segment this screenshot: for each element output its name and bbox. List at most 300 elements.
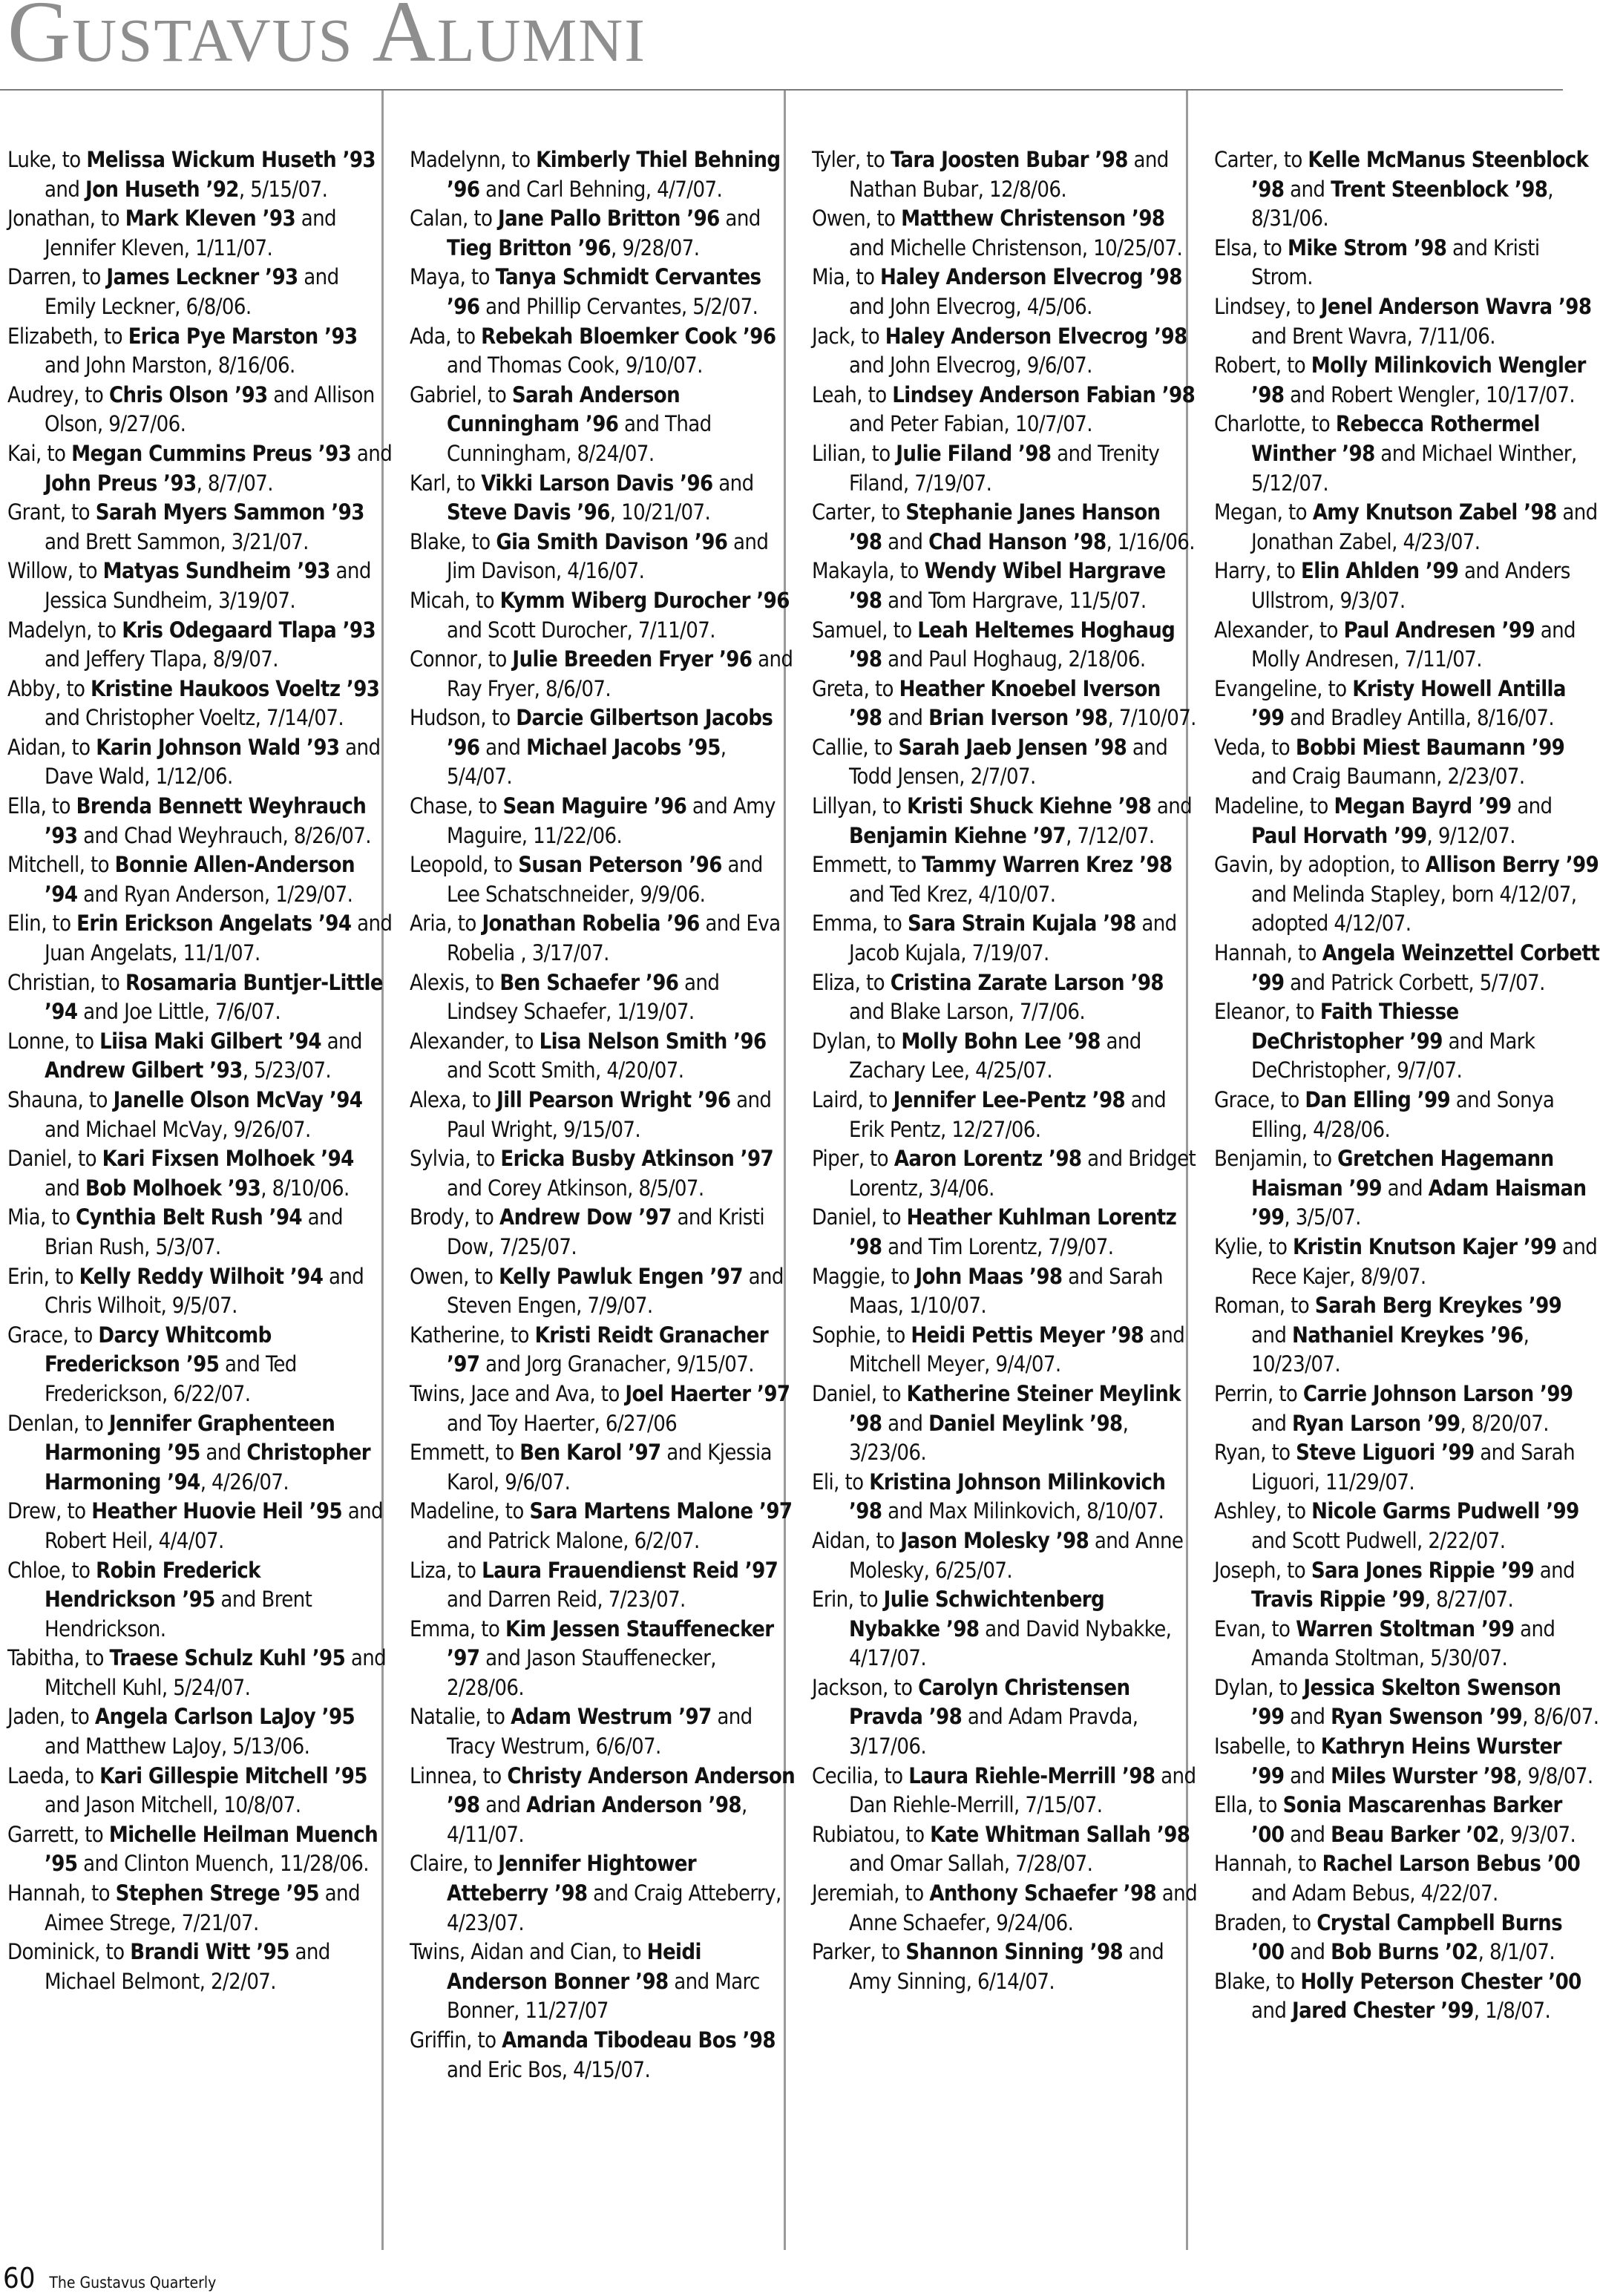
birth-announcement [7, 1938, 393, 1996]
announcement-text: and Scott Pudwell, 2/22/07. [1251, 1527, 1506, 1553]
announcement-text: and Aimee Strege, 7/21/07. [45, 1880, 360, 1935]
birth-announcement [812, 204, 1198, 263]
announcement-text: and Toy Haerter, 6/27/06 [447, 1410, 678, 1436]
announcement-text: and Jessica Sundheim, 3/19/07. [45, 558, 371, 613]
announcement-text: Denlan, to [7, 1410, 109, 1436]
alumni-name: Tara Joosten Bubar ’98 [890, 147, 1128, 172]
birth-announcement [7, 850, 393, 909]
announcement-text: Piper, to [812, 1146, 894, 1172]
announcement-text: and Eva Robelia , 3/17/07. [447, 911, 781, 966]
announcement-text: Chase, to [410, 793, 503, 819]
birth-announcement [812, 1203, 1198, 1262]
alumni-name: Julie Breeden Fryer ’96 [512, 646, 753, 672]
alumni-name: Allison Berry ’99 [1425, 852, 1599, 878]
announcement-text: and Tom Hargrave, 11/5/07. [882, 587, 1147, 613]
announcement-text: Aria, to [410, 911, 482, 937]
announcement-text: and Marc Bonner, 11/27/07 [447, 1968, 760, 2024]
birth-announcement [1214, 234, 1600, 292]
birth-announcement [7, 733, 393, 792]
alumni-name: Heather Knoebel Iverson ’98 [849, 675, 1161, 731]
announcement-text: and Adam Pravda, 3/17/06. [849, 1704, 1138, 1759]
announcement-text: Alexander, to [1214, 617, 1344, 643]
alumni-name: Amanda Tibodeau Bos ’98 [502, 2027, 776, 2053]
announcement-text: and Michelle Christenson, 10/25/07. [849, 234, 1183, 260]
announcement-text: and [1511, 793, 1553, 819]
alumni-name: Wendy Wibel Hargrave ’98 [849, 558, 1166, 613]
birth-announcement [410, 1938, 796, 2026]
alumni-name: Jon Huseth ’92 [85, 176, 239, 202]
alumni-name: Nathaniel Kreykes ’96 [1291, 1322, 1524, 1348]
birth-announcement [7, 1144, 393, 1203]
birth-announcement [812, 1938, 1198, 1996]
alumni-name: Julie Schwichtenberg Nybakke ’98 [849, 1587, 1105, 1641]
alumni-name: Mike Strom ’98 [1287, 234, 1447, 260]
birth-announcement [812, 1321, 1198, 1380]
announcement-text: Laird, to [812, 1087, 894, 1112]
announcement-text: Cecilia, to [812, 1762, 909, 1788]
alumni-name: Kelle McManus Steenblock ’98 [1251, 147, 1589, 202]
announcement-text: and [479, 1792, 527, 1818]
birth-announcement [812, 557, 1198, 615]
announcement-text: Brody, to [410, 1204, 499, 1230]
birth-announcement [7, 1321, 393, 1409]
birth-announcement [1214, 351, 1600, 410]
announcement-text: and Mitchell Kuhl, 5/24/07. [45, 1645, 387, 1700]
birth-announcement [812, 909, 1198, 968]
announcement-text: Makayla, to [812, 558, 925, 584]
birth-announcement [7, 1762, 393, 1820]
announcement-text: , 7/12/07. [1066, 822, 1155, 848]
announcement-text: and Sarah Maas, 1/10/07. [849, 1263, 1163, 1319]
birth-announcement [812, 1468, 1198, 1526]
announcement-text: Luke, to [7, 147, 87, 172]
announcement-text: Mia, to [812, 264, 880, 290]
alumni-name: Adrian Anderson ’98 [526, 1792, 741, 1818]
announcement-text: Erin, to [7, 1263, 79, 1289]
masthead-title: Gustavus Alumni [7, 0, 646, 80]
alumni-name: Sarah Jaeb Jensen ’98 [898, 734, 1127, 760]
announcement-text: and [1251, 1410, 1292, 1436]
alumni-name: Jennifer Lee-Pentz ’98 [893, 1087, 1126, 1112]
alumni-name: Ben Schaefer ’96 [499, 969, 679, 995]
announcement-text: , 1/8/07. [1473, 1998, 1551, 2024]
birth-announcement [1214, 1233, 1600, 1291]
birth-announcement [1214, 997, 1600, 1086]
announcement-text: Grace, to [1214, 1087, 1305, 1112]
announcement-text: Lilian, to [812, 440, 896, 466]
alumni-name: Kristi Shuck Kiehne ’98 [907, 793, 1152, 819]
birth-announcement [812, 145, 1198, 204]
alumni-name: Stephen Strege ’95 [115, 1880, 319, 1906]
alumni-name: Megan Bayrd ’99 [1334, 793, 1512, 819]
announcement-text: and Chad Weyhrauch, 8/26/07. [77, 822, 371, 848]
birth-announcement [7, 909, 393, 968]
announcement-text: and John Elvecrog, 9/6/07. [849, 352, 1092, 378]
alumni-name: Molly Bohn Lee ’98 [901, 1028, 1101, 1054]
alumni-name: Tieg Britton ’96 [447, 234, 612, 260]
birth-announcement [410, 968, 796, 1027]
birth-announcement [1214, 792, 1600, 850]
announcement-text: Kylie, to [1214, 1233, 1294, 1259]
alumni-name: Ryan Swenson ’99 [1331, 1704, 1523, 1730]
announcement-text: Eleanor, to [1214, 999, 1320, 1025]
alumni-name: Darcie Gilbertson Jacobs ’96 [447, 705, 773, 760]
announcement-text: Linnea, to [410, 1762, 508, 1788]
birth-announcement [410, 145, 796, 204]
announcement-text: Twins, Jace and Ava, to [410, 1380, 626, 1406]
announcement-text: and Jason Mitchell, 10/8/07. [45, 1792, 301, 1818]
alumni-name: Tanya Schmidt Cervantes ’96 [447, 264, 761, 319]
announcement-text: and [479, 734, 527, 760]
birth-announcement [410, 703, 796, 792]
announcement-text: and Bridget Lorentz, 3/4/06. [849, 1146, 1196, 1201]
announcement-text: Connor, to [410, 646, 513, 672]
announcement-text: Leah, to [812, 381, 893, 407]
announcement-text: , 3/23/06. [849, 1410, 1129, 1466]
announcement-text: , 8/31/06. [1251, 176, 1553, 232]
birth-announcement [1214, 1144, 1600, 1233]
alumni-name: Heather Kuhlman Lorentz ’98 [849, 1204, 1177, 1259]
birth-announcement [410, 1144, 796, 1203]
birth-announcement [1214, 410, 1600, 498]
announcement-text: Sophie, to [812, 1322, 911, 1348]
announcement-text: Carter, to [812, 499, 906, 525]
announcement-text: Hudson, to [410, 705, 517, 731]
birth-announcement [410, 1086, 796, 1144]
announcement-text: and Lee Schatschneider, 9/9/06. [447, 852, 763, 907]
alumni-name: Sara Martens Malone ’97 [529, 1498, 793, 1524]
announcement-text: , 9/8/07. [1516, 1762, 1593, 1788]
announcement-text: and Dan Riehle-Merrill, 7/15/07. [849, 1762, 1196, 1818]
alumni-name: Sarah Anderson Cunningham ’96 [447, 381, 681, 437]
birth-announcement [410, 1321, 796, 1380]
announcement-text: Garrett, to [7, 1821, 109, 1847]
announcement-text: Griffin, to [410, 2027, 502, 2053]
birth-announcement [7, 1203, 393, 1262]
announcement-text: and Eric Bos, 4/15/07. [447, 2056, 651, 2082]
announcement-text: and Darren Reid, 7/23/07. [447, 1587, 686, 1613]
birth-announcement [1214, 1909, 1600, 1967]
birth-announcement [812, 616, 1198, 675]
announcement-text: and Michael Belmont, 2/2/07. [45, 1939, 330, 1994]
alumni-name: Rebekah Bloemker Cook ’96 [481, 323, 776, 349]
alumni-name: Adam Westrum ’97 [511, 1704, 712, 1730]
announcement-text: and Molly Andresen, 7/11/07. [1251, 617, 1576, 672]
announcement-text: Daniel, to [7, 1146, 102, 1172]
alumni-name: Holly Peterson Chester ’00 [1300, 1968, 1581, 1994]
birth-announcement [410, 1027, 796, 1086]
announcement-text: Audrey, to [7, 381, 109, 407]
announcement-text: and Melinda Stapley, born 4/12/07, adopted 4/12/07. [1251, 881, 1577, 937]
birth-announcement [1214, 1380, 1600, 1438]
announcement-text: and Joe Little, 7/6/07. [77, 999, 281, 1025]
alumni-name: Daniel Meylink ’98 [928, 1410, 1123, 1436]
alumni-name: Ericka Busby Atkinson ’97 [500, 1146, 774, 1172]
announcement-text: and Tim Lorentz, 7/9/07. [882, 1233, 1114, 1259]
announcement-text: and [1534, 1557, 1575, 1583]
announcement-text: and Kjessia Karol, 9/6/07. [447, 1440, 772, 1495]
birth-announcement [7, 1702, 393, 1761]
alumni-name: Rebecca Rothermel Winther ’98 [1251, 411, 1540, 466]
announcement-text: Twins, Aidan and Cian, to [410, 1939, 647, 1965]
alumni-name: Karin Johnson Wald ’93 [96, 734, 340, 760]
birth-announcement [410, 1615, 796, 1703]
announcement-text: and Erik Pentz, 12/27/06. [849, 1087, 1167, 1142]
announcement-text: and [712, 470, 754, 496]
announcement-text: and Patrick Corbett, 5/7/07. [1284, 969, 1545, 995]
alumni-name: Kari Fixsen Molhoek ’94 [102, 1146, 354, 1172]
alumni-name: Paul Andresen ’99 [1343, 617, 1535, 643]
alumni-name: Heather Huovie Heil ’95 [91, 1498, 343, 1524]
announcement-text: Leopold, to [410, 852, 519, 878]
alumni-name: Liisa Maki Gilbert ’94 [99, 1028, 321, 1054]
alumni-name: Janelle Olson McVay ’94 [113, 1087, 363, 1112]
announcement-text: and [1284, 1821, 1331, 1847]
announcement-text: and Kristi Strom. [1251, 234, 1540, 290]
announcement-text: and Omar Sallah, 7/28/07. [849, 1851, 1093, 1877]
announcement-text: Maggie, to [812, 1263, 916, 1289]
birth-announcement [7, 204, 393, 263]
announcement-text: and [1284, 1762, 1331, 1788]
announcement-text: and [882, 528, 929, 554]
announcement-text: Ella, to [1214, 1792, 1283, 1818]
announcement-text: , 10/23/07. [1251, 1322, 1529, 1377]
alumni-name: Nicole Garms Pudwell ’99 [1311, 1498, 1579, 1524]
birth-announcement [7, 1556, 393, 1644]
alumni-name: Christy Anderson Anderson ’98 [447, 1762, 796, 1818]
announcement-text: and Anne Molesky, 6/25/07. [849, 1527, 1184, 1583]
announcement-text: Parker, to [812, 1939, 906, 1965]
announcement-text: and [882, 1410, 929, 1436]
announcement-text: and Scott Durocher, 7/11/07. [447, 617, 715, 643]
announcement-text: Grant, to [7, 499, 96, 525]
alumni-name: Sara Jones Rippie ’99 [1311, 1557, 1535, 1583]
announcement-text: Dylan, to [1214, 1674, 1304, 1700]
alumni-name: Jason Molesky ’98 [900, 1527, 1089, 1553]
alumni-name: Kari Gillespie Mitchell ’95 [99, 1762, 367, 1788]
alumni-name: Joel Haerter ’97 [625, 1380, 790, 1406]
announcement-text: Dylan, to [812, 1028, 902, 1054]
announcement-text: and Michael McVay, 9/26/07. [45, 1116, 311, 1142]
alumni-name: Rosamaria Buntjer-Little ’94 [45, 969, 383, 1025]
announcement-text: and Amy Sinning, 6/14/07. [849, 1939, 1164, 1994]
announcement-text: and Brent Hendrickson. [45, 1587, 312, 1641]
announcement-text: , 9/12/07. [1426, 822, 1515, 848]
announcement-text: Calan, to [410, 206, 499, 232]
birth-announcement [410, 204, 796, 263]
alumni-name: Aaron Lorentz ’98 [894, 1146, 1082, 1172]
announcement-text: Madelynn, to [410, 147, 537, 172]
announcement-text: and Anders Ullstrom, 9/3/07. [1251, 558, 1570, 613]
alumni-name: Jared Chester ’99 [1291, 1998, 1474, 2024]
birth-announcement [410, 1380, 796, 1438]
alumni-name: Megan Cummins Preus ’93 [71, 440, 352, 466]
announcement-text: and Steven Engen, 7/9/07. [447, 1263, 784, 1319]
birth-announcement [7, 145, 393, 204]
announcement-text: and Dave Wald, 1/12/06. [45, 734, 381, 790]
birth-announcement [812, 498, 1198, 557]
announcement-text: Shauna, to [7, 1087, 114, 1112]
announcement-text: Owen, to [812, 206, 902, 232]
announcement-text: Madeline, to [1214, 793, 1334, 819]
alumni-name: Molly Milinkovich Wengler ’98 [1251, 352, 1586, 407]
birth-announcement [7, 616, 393, 675]
announcement-text: and John Elvecrog, 4/5/06. [849, 293, 1092, 319]
alumni-name: Adam Haisman ’99 [1251, 1175, 1587, 1230]
alumni-name: Michael Jacobs ’95 [526, 734, 721, 760]
alumni-name: Sonia Mascarenhas Barker ’00 [1251, 1792, 1562, 1847]
announcement-text: Veda, to [1214, 734, 1296, 760]
announcement-text: , 8/20/07. [1460, 1410, 1549, 1436]
announcement-text: and Anne Schaefer, 9/24/06. [849, 1880, 1198, 1935]
birth-announcement [410, 1556, 796, 1615]
announcement-text: and [321, 1028, 362, 1054]
announcement-text: , 8/10/06. [260, 1175, 350, 1201]
birth-announcement [7, 1644, 393, 1702]
alumni-name: Carolyn Christensen Pravda ’98 [849, 1674, 1130, 1730]
announcement-text: Megan, to [1214, 499, 1313, 525]
birth-announcement [410, 1762, 796, 1850]
announcement-text: Erin, to [812, 1587, 884, 1613]
alumni-name: Heidi Anderson Bonner ’98 [447, 1939, 701, 1994]
alumni-name: Tammy Warren Krez ’98 [922, 852, 1173, 878]
announcement-text: Callie, to [812, 734, 899, 760]
birth-announcement [812, 733, 1198, 792]
announcement-text: , 9/28/07. [611, 234, 700, 260]
alumni-name: Jill Pearson Wright ’96 [496, 1087, 731, 1112]
birth-announcement [7, 968, 393, 1027]
birth-announcement [1214, 557, 1600, 615]
announcement-text: and [1151, 793, 1193, 819]
announcement-text: Darren, to [7, 264, 107, 290]
announcement-text: Hannah, to [1214, 940, 1322, 966]
birth-announcement [1214, 850, 1600, 939]
alumni-name: Laura Riehle-Merrill ’98 [908, 1762, 1155, 1788]
alumni-name: Bob Burns ’02 [1331, 1939, 1478, 1965]
announcement-text: Robert, to [1214, 352, 1311, 378]
birth-announcement [812, 1820, 1198, 1879]
announcement-text: , 5/23/07. [242, 1057, 332, 1083]
announcement-text: and Jacob Kujala, 7/19/07. [849, 911, 1177, 966]
alumni-name: Shannon Sinning ’98 [905, 1939, 1124, 1965]
alumni-name: Kathryn Heins Wurster ’99 [1251, 1734, 1561, 1788]
announcement-text: Eliza, to [812, 969, 891, 995]
announcement-text: and Robert Wengler, 10/17/07. [1284, 381, 1576, 407]
birth-announcement [7, 792, 393, 850]
announcement-text: and Paul Hoghaug, 2/18/06. [882, 646, 1146, 672]
alumni-name: Dan Elling ’99 [1305, 1087, 1451, 1112]
announcement-text: Sylvia, to [410, 1146, 501, 1172]
birth-announcement [812, 792, 1198, 850]
announcement-text: Roman, to [1214, 1293, 1315, 1319]
announcement-text: and Jim Davison, 4/16/07. [447, 528, 769, 584]
birth-announcement [1214, 145, 1600, 234]
announcement-text: Samuel, to [812, 617, 918, 643]
birth-announcement [7, 381, 393, 439]
announcement-text: and Brent Wavra, 7/11/06. [1251, 323, 1495, 349]
birth-announcement [410, 909, 796, 968]
announcement-text: and Allison Olson, 9/27/06. [45, 381, 375, 437]
announcement-text: Abby, to [7, 675, 91, 701]
alumni-name: Anthony Schaefer ’98 [929, 1880, 1157, 1906]
birth-announcement [7, 498, 393, 557]
birth-announcement [7, 675, 393, 733]
birth-announcement [1214, 1732, 1600, 1791]
announcement-text: Lillyan, to [812, 793, 908, 819]
announcement-text: , 8/7/07. [196, 470, 273, 496]
announcement-text: and Adam Bebus, 4/22/07. [1251, 1880, 1498, 1906]
announcement-text: and Kristi Dow, 7/25/07. [447, 1204, 764, 1259]
column-2 [410, 145, 796, 2085]
announcement-text: Eli, to [812, 1469, 870, 1495]
birth-announcement [812, 1673, 1198, 1762]
announcement-text: Elizabeth, to [7, 323, 128, 349]
announcement-text: and Matthew LaJoy, 5/13/06. [45, 1734, 310, 1759]
announcement-text: and Patrick Malone, 6/2/07. [447, 1527, 700, 1553]
announcement-text: and Rece Kajer, 8/9/07. [1251, 1233, 1598, 1289]
announcement-text: Dominick, to [7, 1939, 131, 1965]
alumni-name: Katherine Steiner Meylink ’98 [849, 1380, 1181, 1436]
announcement-text: Maya, to [410, 264, 496, 290]
announcement-text: and Ted Krez, 4/10/07. [849, 881, 1056, 907]
announcement-text: and Scott Smith, 4/20/07. [447, 1057, 684, 1083]
alumni-name: Kymm Wiberg Durocher ’96 [499, 587, 790, 613]
alumni-name: Kristin Knutson Kajer ’99 [1293, 1233, 1557, 1259]
announcement-text: and Christopher Voeltz, 7/14/07. [45, 705, 344, 731]
birth-announcement [7, 1409, 393, 1498]
announcement-text: , 9/3/07. [1498, 1821, 1576, 1847]
birth-announcement [7, 1262, 393, 1321]
birth-announcement [812, 263, 1198, 321]
announcement-text: Drew, to [7, 1498, 92, 1524]
birth-announcement [410, 1203, 796, 1262]
birth-announcement [1214, 1556, 1600, 1615]
birth-announcement [1214, 939, 1600, 997]
alumni-name: Kristina Johnson Milinkovich ’98 [849, 1469, 1166, 1524]
announcement-text: and [1251, 1322, 1292, 1348]
announcement-text: Joseph, to [1214, 1557, 1311, 1583]
birth-announcement [1214, 1615, 1600, 1673]
announcement-text: Elsa, to [1214, 234, 1288, 260]
alumni-name: Jennifer Hightower Atteberry ’98 [447, 1851, 697, 1906]
alumni-name: Bob Molhoek ’93 [85, 1175, 261, 1201]
announcement-text: and Ted Frederickson, 6/22/07. [45, 1351, 297, 1406]
announcement-text: and Paul Wright, 9/15/07. [447, 1087, 772, 1142]
announcement-text: , 3/5/07. [1284, 1204, 1361, 1230]
birth-announcement [1214, 1497, 1600, 1555]
announcement-text: and Thomas Cook, 9/10/07. [447, 352, 703, 378]
alumni-name: Sara Strain Kujala ’98 [907, 911, 1136, 937]
alumni-name: Brandi Witt ’95 [130, 1939, 289, 1965]
birth-announcement [812, 1526, 1198, 1585]
birth-announcement [410, 1497, 796, 1555]
birth-announcement [812, 1380, 1198, 1468]
birth-announcement [7, 1879, 393, 1938]
alumni-name: Kristi Reidt Granacher ’97 [447, 1322, 769, 1377]
announcement-text: Greta, to [812, 675, 899, 701]
alumni-name: Andrew Gilbert ’93 [45, 1057, 243, 1083]
alumni-name: Sarah Myers Sammon ’93 [95, 499, 364, 525]
announcement-text: Chloe, to [7, 1557, 96, 1583]
announcement-text: and Nathan Bubar, 12/8/06. [849, 147, 1169, 202]
alumni-name: Faith Thiesse DeChristopher ’99 [1251, 999, 1459, 1054]
alumni-name: Bobbi Miest Baumann ’99 [1295, 734, 1565, 760]
announcement-text: and David Nybakke, 4/17/07. [849, 1616, 1172, 1671]
announcement-text: Hannah, to [1214, 1851, 1322, 1877]
announcement-text: Natalie, to [410, 1704, 511, 1730]
birth-announcement [1214, 1438, 1600, 1497]
announcement-text: Gabriel, to [410, 381, 512, 407]
